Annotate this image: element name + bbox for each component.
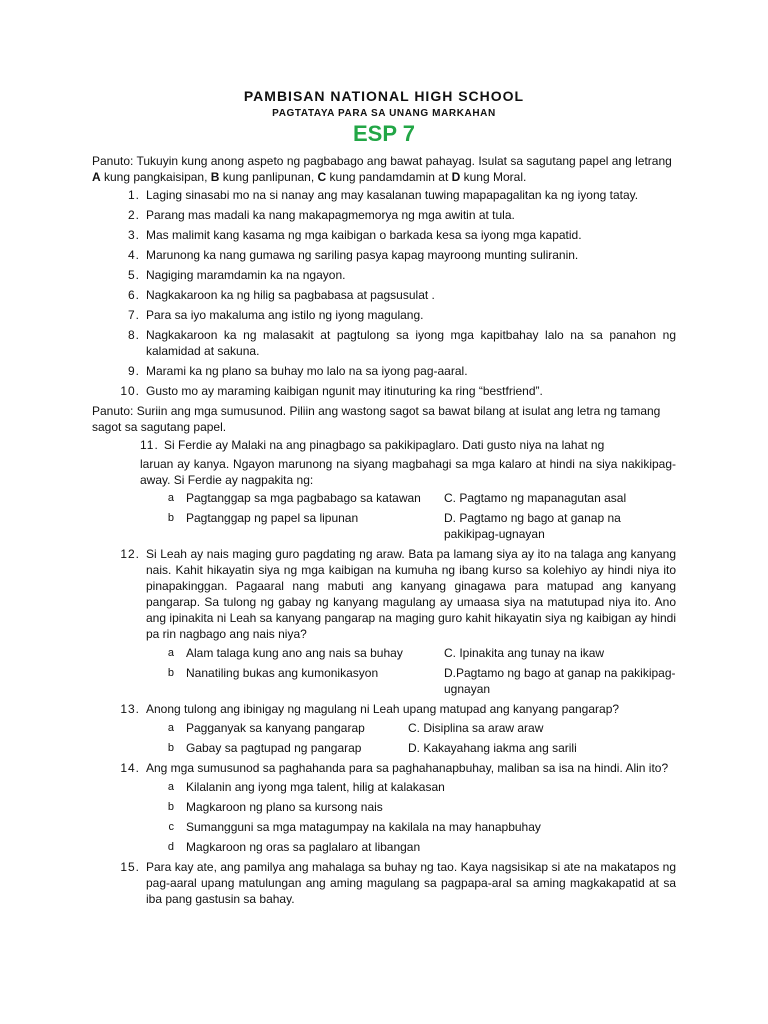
question-11: 11. Si Ferdie ay Malaki na ang pinagbago sa pakikipaglaro. Dati gusto niya na lahat ng — [140, 438, 605, 452]
question-13-options — [92, 720, 676, 756]
question-15: 15. Para kay ate, ang pamilya ang mahalaga sa buhay ng tao. Kaya nagsisikap si ate na makatapos ng pag-aaral upang matulungan ang aming magulang sa pagpapa-aral sa aming magkakapatid at sa iba pang gastusin sa bahay. — [120, 860, 676, 906]
option-row: a Kilalanin ang iyong mga talent, hilig at kalakasan — [167, 780, 445, 794]
question-12-options — [92, 645, 676, 697]
list-item: 8. Nagkakaroon ka ng malasakit at pagtulong sa iyong mga kapitbahay lalo na sa panahon ng kalamidad at sakuna. — [127, 328, 676, 358]
quiz-page — [92, 86, 676, 910]
list-item: 2. Parang mas madali ka nang makapagmemorya ng mga awitin at tula. — [127, 208, 515, 222]
list-item: 9. Marami ka ng plano sa buhay mo lalo na sa iyong pag-aaral. — [127, 364, 468, 378]
question-11-stem: laruan ay kanya. Ngayon marunong na siyang magbahagi sa mga kalaro at hindi na siya nakikipag-away. Si Ferdie ay nagpakita ng: — [140, 457, 676, 487]
option-row: a Pagganyak sa kanyang pangarap C. Disiplina sa araw araw — [167, 721, 544, 735]
option-row: a Alam talaga kung ano ang nais sa buhay C. Ipinakita ang tunay na ikaw — [167, 646, 605, 660]
option-row: b Gabay sa pagtupad ng pangarap D. Kakayahang iakma ang sarili — [167, 741, 577, 755]
option-row: b Magkaroon ng plano sa kursong nais — [167, 800, 383, 814]
subject-title: ESP 7 — [353, 121, 415, 146]
list-item: 1. Laging sinasabi mo na si nanay ang may kasalanan tuwing mapapagalitan ka ng iyong tatay. — [127, 188, 639, 202]
question-12: 12. Si Leah ay nais maging guro pagdating ng araw. Bata pa lamang siya ay ito na talaga ang kanyang nais. Kahit hikayatin siya ng mga kaibigan na kumuha ng ibang kurso sa kolehiyo ay hindi niya ito pinapakinggan. Pagaaral nang mabuti ang kanyang ginagawa para matupad ang kanyang pangarap. Sa tulong ng gabay ng kanyang magulang ay umaasa siya na matutupad niya ito. Ano ang ipinakita ni Leah sa kanyang pangarap na maging guro kahit hikayatin siya ng kaibigan ay hindi pa rin nagbago ang nais niya? — [120, 547, 676, 641]
school-name: PAMBISAN NATIONAL HIGH SCHOOL — [243, 88, 525, 104]
part1-list — [92, 187, 676, 399]
list-item: 4. Marunong ka nang gumawa ng sariling pasya kapag mayroong munting suliranin. — [127, 248, 579, 262]
part2-instructions: Panuto: Suriin ang mga sumusunod. Piliin ang wastong sagot sa bawat bilang at isulat ang letra ng tamang sagot sa sagutang papel. — [92, 404, 661, 434]
option-row: a Pagtanggap sa mga pagbabago sa katawan C. Pagtamo ng mapanagutan asal — [167, 491, 627, 505]
part1-instructions: Panuto: Tukuyin kung anong aspeto ng pagbabago ang bawat pahayag. Isulat sa sagutang papel ang letrang A kung pangkaisipan, B kung panlipunan, C kung pandamdamin at D kung Moral. — [92, 154, 672, 184]
option-row: b Nanatiling bukas ang kumonikasyon D.Pagtamo ng bago at ganap na pakikipag-ugnayan — [167, 666, 676, 696]
question-14-options — [92, 779, 676, 855]
question-13: 13. Anong tulong ang ibinigay ng magulang ni Leah upang matupad ang kanyang pangarap? — [120, 702, 620, 716]
part2-questions — [92, 437, 676, 907]
option-row: d Magkaroon ng oras sa paglalaro at libangan — [167, 840, 421, 854]
question-11-options — [92, 490, 676, 542]
question-14: 14. Ang mga sumusunod sa paghahanda para sa paghahanapbuhay, maliban sa isa na hindi. Alin ito? — [120, 761, 669, 775]
option-row: c Sumangguni sa mga matagumpay na kakilala na may hanapbuhay — [168, 820, 541, 834]
list-item: 5. Nagiging maramdamin ka na ngayon. — [127, 268, 346, 282]
list-item: 3. Mas malimit kang kasama ng mga kaibigan o barkada kesa sa iyong mga kapatid. — [127, 228, 582, 242]
list-item: 6. Nagkakaroon ka ng hilig sa pagbabasa at pagsusulat . — [127, 288, 435, 302]
list-item: 10. Gusto mo ay maraming kaibigan ngunit may itinuturing ka ring “bestfriend”. — [120, 384, 543, 398]
list-item: 7. Para sa iyo makaluma ang istilo ng iyong magulang. — [127, 308, 424, 322]
exam-subtitle: PAGTATAYA PARA SA UNANG MARKAHAN — [272, 108, 496, 119]
option-row: b Pagtanggap ng papel sa lipunan D. Pagtamo ng bago at ganap na pakikipag-ugnayan — [167, 511, 621, 541]
